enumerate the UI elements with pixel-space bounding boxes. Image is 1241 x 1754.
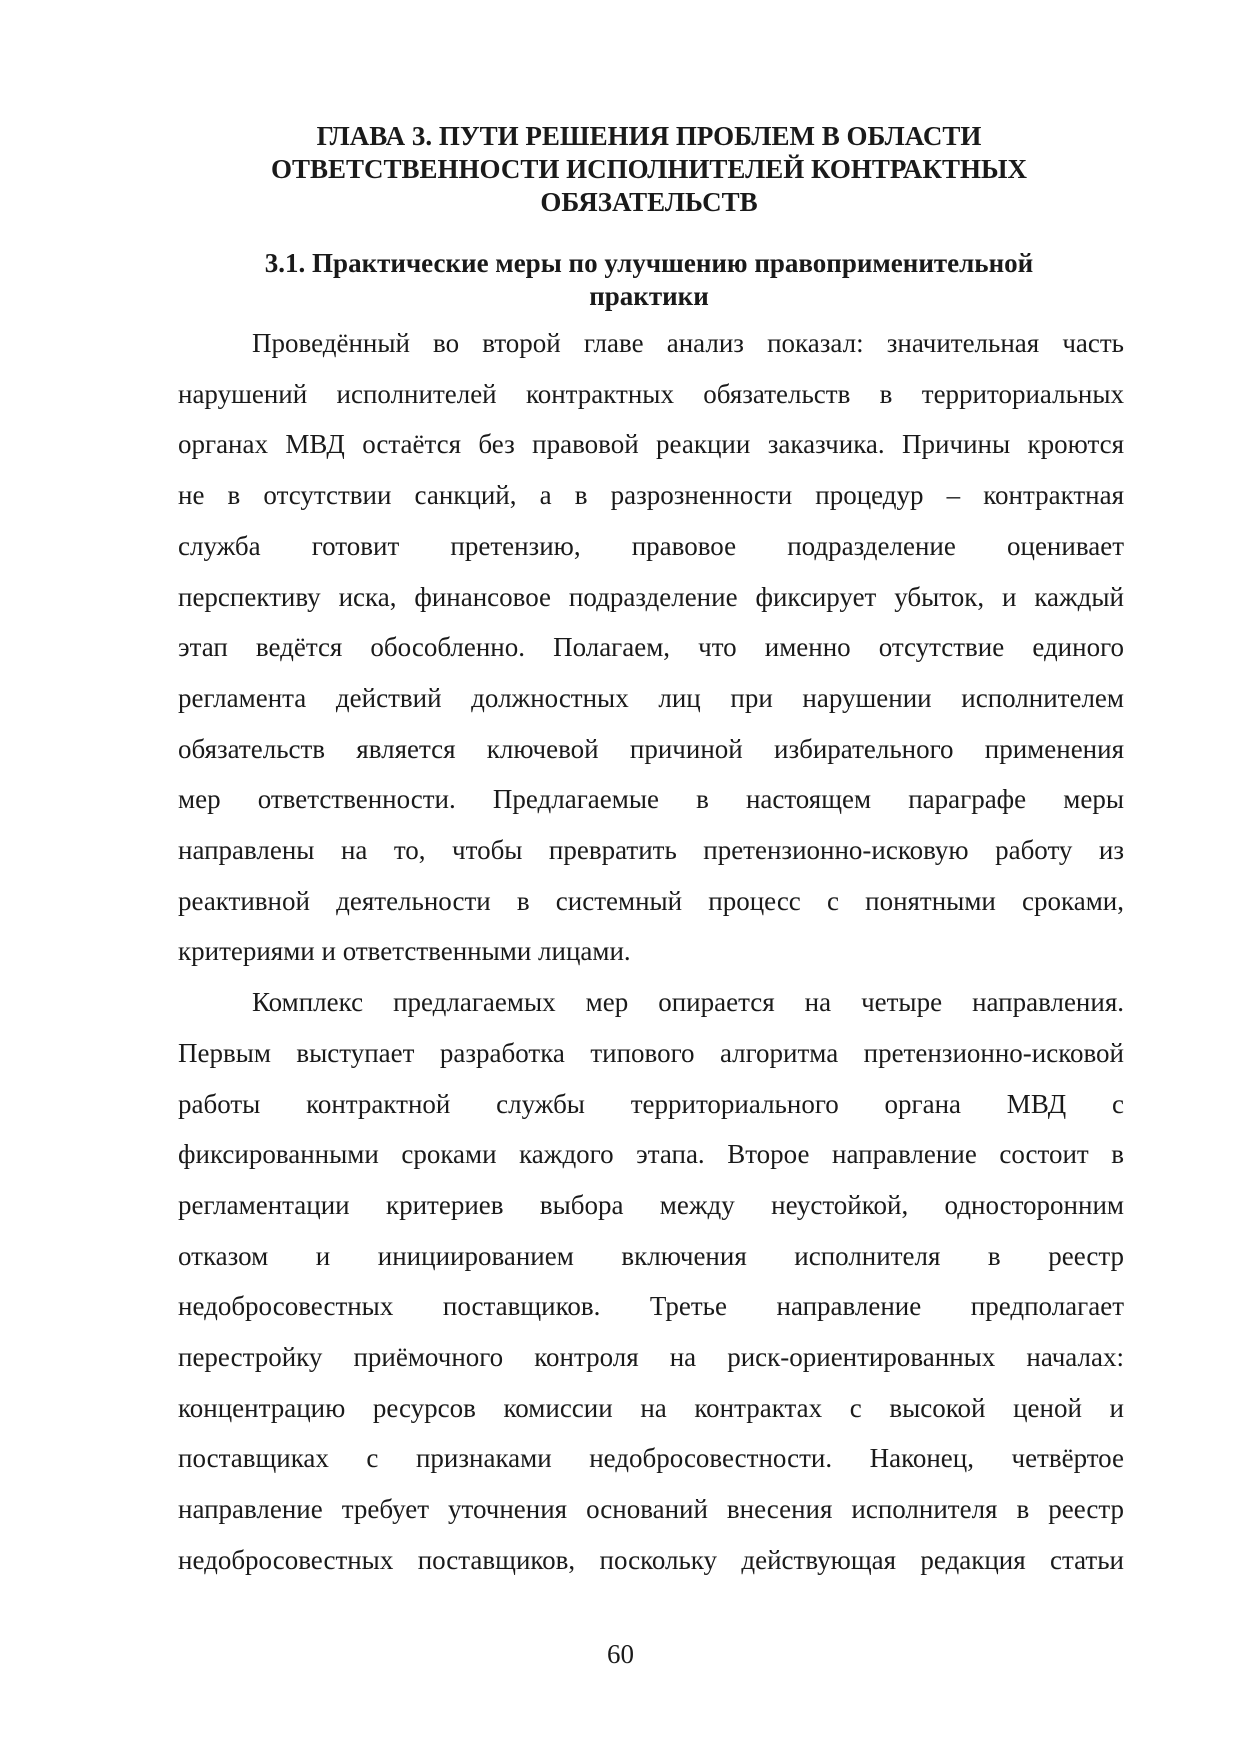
paragraph-line: концентрацию ресурсов комиссии на контрактах с высокой ценой и <box>178 1392 1124 1423</box>
paragraph-line: этап ведётся обособленно. Полагаем, что именно отсутствие единого <box>178 632 1124 663</box>
paragraph-line: не в отсутствии санкций, а в разрозненности процедур – контрактная <box>178 480 1124 511</box>
paragraph-line: фиксированными сроками каждого этапа. Второе направление состоит в <box>178 1139 1124 1170</box>
paragraph-2 <box>178 977 1124 1585</box>
paragraph-line: работы контрактной службы территориального органа МВД с <box>178 1088 1124 1119</box>
paragraph-line: направлены на то, чтобы превратить претензионно-исковую работу из <box>178 835 1124 866</box>
paragraph-line: Комплекс предлагаемых мер опирается на четыре направления. <box>252 987 1124 1018</box>
body-text <box>178 318 1124 1586</box>
paragraph-line: недобросовестных поставщиков. Третье направление предполагает <box>178 1291 1124 1322</box>
paragraph-line: мер ответственности. Предлагаемые в настоящем параграфе меры <box>178 784 1124 815</box>
paragraph-line: органах МВД остаётся без правовой реакции заказчика. Причины кроются <box>178 429 1124 460</box>
chapter-title-line: ОТВЕТСТВЕННОСТИ ИСПОЛНИТЕЛЕЙ КОНТРАКТНЫХ <box>270 154 1028 184</box>
paragraph-line: Проведённый во второй главе анализ показал: значительная часть <box>252 328 1124 358</box>
page-number: 60 <box>607 1639 634 1669</box>
chapter-title <box>178 120 1120 219</box>
paragraph-line: служба готовит претензию, правовое подразделение оценивает <box>178 530 1124 561</box>
paragraph-line: Первым выступает разработка типового алгоритма претензионно-исковой <box>178 1037 1124 1068</box>
paragraph-line: нарушений исполнителей контрактных обязательств в территориальных <box>178 378 1124 409</box>
paragraph-line: недобросовестных поставщиков, поскольку действующая редакция статьи <box>178 1544 1124 1575</box>
paragraph-line: критериями и ответственными лицами. <box>178 936 631 967</box>
paragraph-line: реактивной деятельности в системный процесс с понятными сроками, <box>178 885 1124 916</box>
paragraph-line: регламента действий должностных лиц при нарушении исполнителем <box>178 682 1124 713</box>
chapter-title-line: ОБЯЗАТЕЛЬСТВ <box>540 187 758 217</box>
paragraph-line: перспективу иска, финансовое подразделение фиксирует убыток, и каждый <box>178 581 1124 612</box>
paragraph-line: регламентации критериев выбора между неустойкой, односторонним <box>178 1189 1124 1220</box>
paragraph-line: обязательств является ключевой причиной избирательного применения <box>178 733 1124 764</box>
section-title <box>178 247 1120 313</box>
section-title-line: 3.1. Практические меры по улучшению правоприменительной <box>264 248 1034 278</box>
paragraph-line: поставщиках с признаками недобросовестности. Наконец, четвёртое <box>178 1443 1124 1474</box>
section-title-line: практики <box>589 281 709 311</box>
chapter-title-line: ГЛАВА 3. ПУТИ РЕШЕНИЯ ПРОБЛЕМ В ОБЛАСТИ <box>316 121 982 151</box>
paragraph-1 <box>178 318 1124 977</box>
paragraph-line: направление требует уточнения оснований внесения исполнителя в реестр <box>178 1494 1124 1525</box>
paragraph-line: перестройку приёмочного контроля на риск-ориентированных началах: <box>178 1342 1124 1373</box>
paragraph-line: отказом и инициированием включения исполнителя в реестр <box>178 1240 1124 1271</box>
